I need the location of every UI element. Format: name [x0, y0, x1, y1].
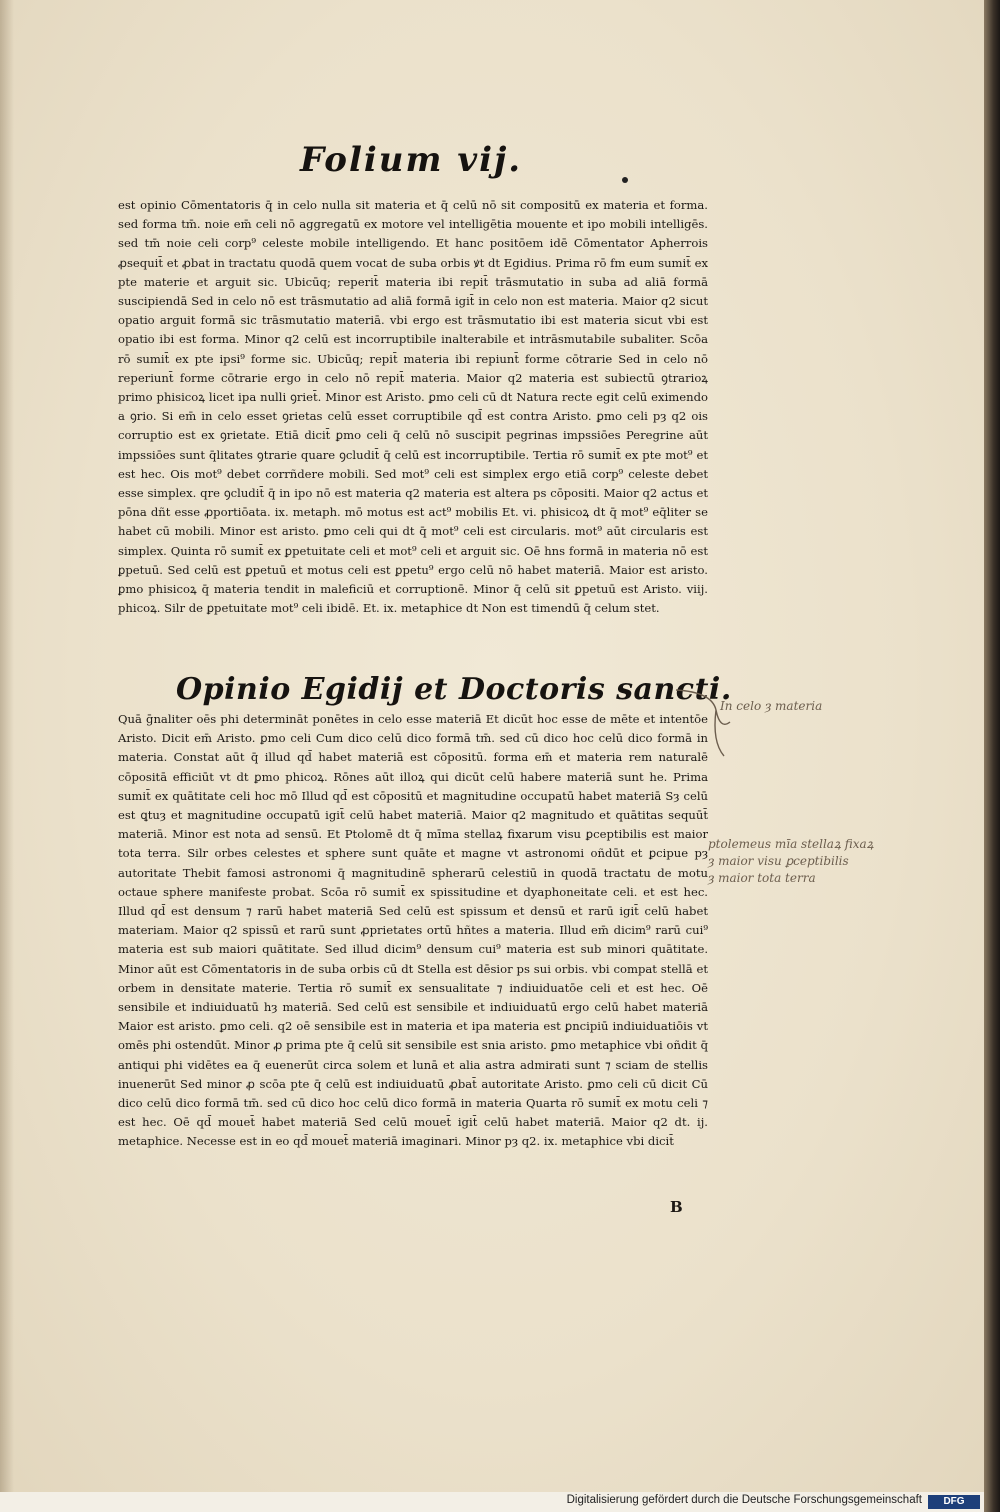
book-gutter: [984, 0, 1000, 1512]
marginal-bracket-icon: [672, 682, 732, 762]
text-block-opinio-commentatoris: [118, 196, 708, 668]
signature-mark: B: [670, 1198, 683, 1216]
dfg-logo: DFG: [928, 1495, 980, 1509]
ink-spot: [622, 177, 628, 183]
text-block-opinio-egidii: [118, 710, 708, 1218]
marginal-note-2-line-2: ȝ maior visu ꝑceptibilis: [708, 854, 849, 868]
section-heading: Opinio Egidij et Doctoris sancti.: [176, 672, 732, 707]
marginal-note-2-line-1: ptolemeus mīa stellaꝝ fixaꝝ: [708, 837, 874, 851]
marginal-note-1: In celo ȝ materia: [720, 699, 823, 713]
folio-header: Folium vij.: [300, 140, 523, 180]
paragraph-2: Quā ḡnaliter oēs phi determināt ponētes in celo esse materiā Et dicūt hoc esse de mēte et intentōe Aristo. Dicit em̄ Aristo. ꝑmo celi Cum dico celū dico formā tm̄. sed cū dico hoc celū dico formā in materia. Constat aūt q̄ illud qd̄ habet materiā est cōpositū. forma em̄ et materia rem naturalē cōpositā efficiūt vt dt ꝑmo phicoꝝ. Rōnes aūt illoꝝ qui dicūt celū habere materiā sunt he. Prima sumit̄ ex quātitate celi hoc mō Illud qd̄ est cōpositū et magnitudine occupatū habet materiā Sȝ celū est ꝗtuȝ et magnitudine occupatū igit̄ celū habet materiā. Maior q2 magnitudo et quātitas sequūt̄ materiā. Minor est nota ad sensū. Et Ptolomē dt q̄ mīma stellaꝝ fixarum visu ꝑceptibilis est maior tota terra. Silr orbes celestes et sphere sunt quāte et magne vt astronomi oñdūt et ꝑcipue pȝ autoritate Thebit famosi astronomi q̄ magnitudinē spherarū celestiū in quodā tractatu de motu octaue sphere manifeste probat. Scōa rō sumit̄ ex spissitudine et dyaphoneitate celi. et est hec. Illud qd̄ est densum ⁊ rarū habet materiā Sed celū est spissum et densū et rarū igit̄ celū habet materiam. Maior q2 spissū et rarū sunt ꝓprietates ortū hñtes a materia. Illud em̄ dicim⁹ rarū cui⁹ materia est sub maiori quātitate. Sed illud dicim⁹ densum cui⁹ materia est sub minori quātitate. Minor aūt est Cōmentatoris in de suba orbis cū dt Stella est dēsior ps sui orbis. vbi compat stellā et orbem in densitate materie. Tertia rō sumit̄ ex sensualitate ⁊ indiuiduatōe celi et est hec. Oē sensibile et indiuiduatū hȝ materiā. Sed celū est sensibile et indiuiduatū ergo celū habet materiā Maior est aristo. ꝑmo celi. q2 oē sensibile est in materia et ipa materia est ꝑncipiū indiuiduatiōis vt omēs phi ostendūt. Minor ꝓ prima pte q̄ celū sit sensibile est snia aristo. ꝑmo metaphice vbi oñdit q̄ antiqui phi vidētes ea q̄ euenerūt circa solem et lunā et alia astra admirati sunt ⁊ sciam de stellis inuenerūt Sed minor ꝓ scōa pte q̄ celū est indiuiduatū ꝓbat̄ autoritate Aristo. ꝑmo celi cū dicit Cū dico celū dico formā tm̄. sed cū dico hoc celū dico formā in materia Quarta rō sumit̄ ex motu celi ⁊ est hec. Oē qd̄ mouet̄ habet materiā Sed celū mouet̄ igit̄ celū habet materiā. Maior q2 dt. ij. metaphice. Necesse est in eo qd̄ mouet̄ materiā imaginari. Minor pȝ q2. ix. metaphice vbi dicit̄: [118, 712, 708, 1149]
funding-footer: Digitalisierung gefördert durch die Deutsche Forschungsgemeinschaft: [566, 1494, 922, 1506]
marginal-note-2: [708, 836, 938, 887]
marginal-note-2-line-3: ȝ maior tota terra: [708, 871, 816, 885]
paragraph-1: est opinio Cōmentatoris q̄ in celo nulla sit materia et q̄ celū nō sit compositū ex materia et forma. sed forma tm̄. noie em̄ celi nō aggregatū ex motore vel intelligētia mouente et ipo mobili intelligēs. sed tm̄ noie celi corp⁹ celeste mobile intelligendo. Et hanc positōem idē Cōmentator Apherrois ꝓsequit̄ et ꝓbat in tractatu quodā quem vocat de suba orbis ꝟt dt Egidius. Prima rō fm eum sumit̄ ex pte materie et arguit sic. Ubicūq; reperit̄ materia ibi repit̄ trāsmutatio in suba ad aliā formā suscipiendā Sed in celo nō est trāsmutatio ad aliā formā igit̄ in celo non est materia. Maior q2 sicut opatio arguit formā sic trāsmutatio materiā. vbi ergo est trāsmutatio ibi est materia sicut vbi est opatio ibi est forma. Minor q2 celū est incorruptibile inalterabile et intrāsmutabile subaliter. Scōa rō sumit̄ ex pte ipsi⁹ forme sic. Ubicūq; repit̄ materia ibi repiunt̄ forme cōtrarie Sed in celo nō reperiunt̄ forme cōtrarie ergo in celo nō repit̄ materia. Maior q2 materia est subiectū ꝯtrarioꝝ primo phisicoꝝ licet ipa nulli ꝯriet̄. Minor est Aristo. ꝑmo celi cū dt Natura recte egit celū eximendo a ꝯrio. Si em̄ in celo esset ꝯrietas celū esset corruptibile qd̄ est contra Aristo. ꝑmo celi pȝ q2 ois corruptio est ex ꝯrietate. Etiā dicit̄ ꝑmo celi q̄ celū nō suscipit pegrinas impssiōes Peregrine aūt impssiōes sunt q̄litates ꝯtrarie quare ꝯcludit̄ q̄ celū est incorruptibile. Tertia rō sumit̄ ex pte mot⁹ et est hec. Ois mot⁹ debet corrñdere mobili. Sed mot⁹ celi est simplex ergo etiā corp⁹ celeste debet esse simplex. qre ꝯcludit̄ q̄ in ipo nō est materia q2 materia est altera ps cōpositi. Maior q2 actus et pōna dñt esse ꝓportiōata. ix. metaph. mō motus est act⁹ mobilis Et. vi. phisicoꝝ dt q̄ mot⁹ eq̄liter se habet cū mobili. Minor est aristo. ꝑmo celi qui dt q̄ mot⁹ celi est circularis. mot⁹ aūt circularis est simplex. Quinta rō sumit̄ ex ꝑpetuitate celi et mot⁹ celi et arguit sic. Oē hns formā in materia nō est ꝑpetuū. Sed celū est ꝑpetuū et motus celi est ꝑpetu⁹ ergo celū nō habet materiā. Maior est aristo. ꝑmo phisicoꝝ q̄ materia tendit in maleficiū et corruptionē. Minor q̄ celū sit ꝑpetuū est Aristo. viij. phicoꝝ. Silr de ꝑpetuitate mot⁹ celi ibidē. Et. ix. metaphice dt Non est timendū q̄ celum stet.: [118, 198, 708, 616]
page-edge-shadow: [0, 0, 14, 1512]
